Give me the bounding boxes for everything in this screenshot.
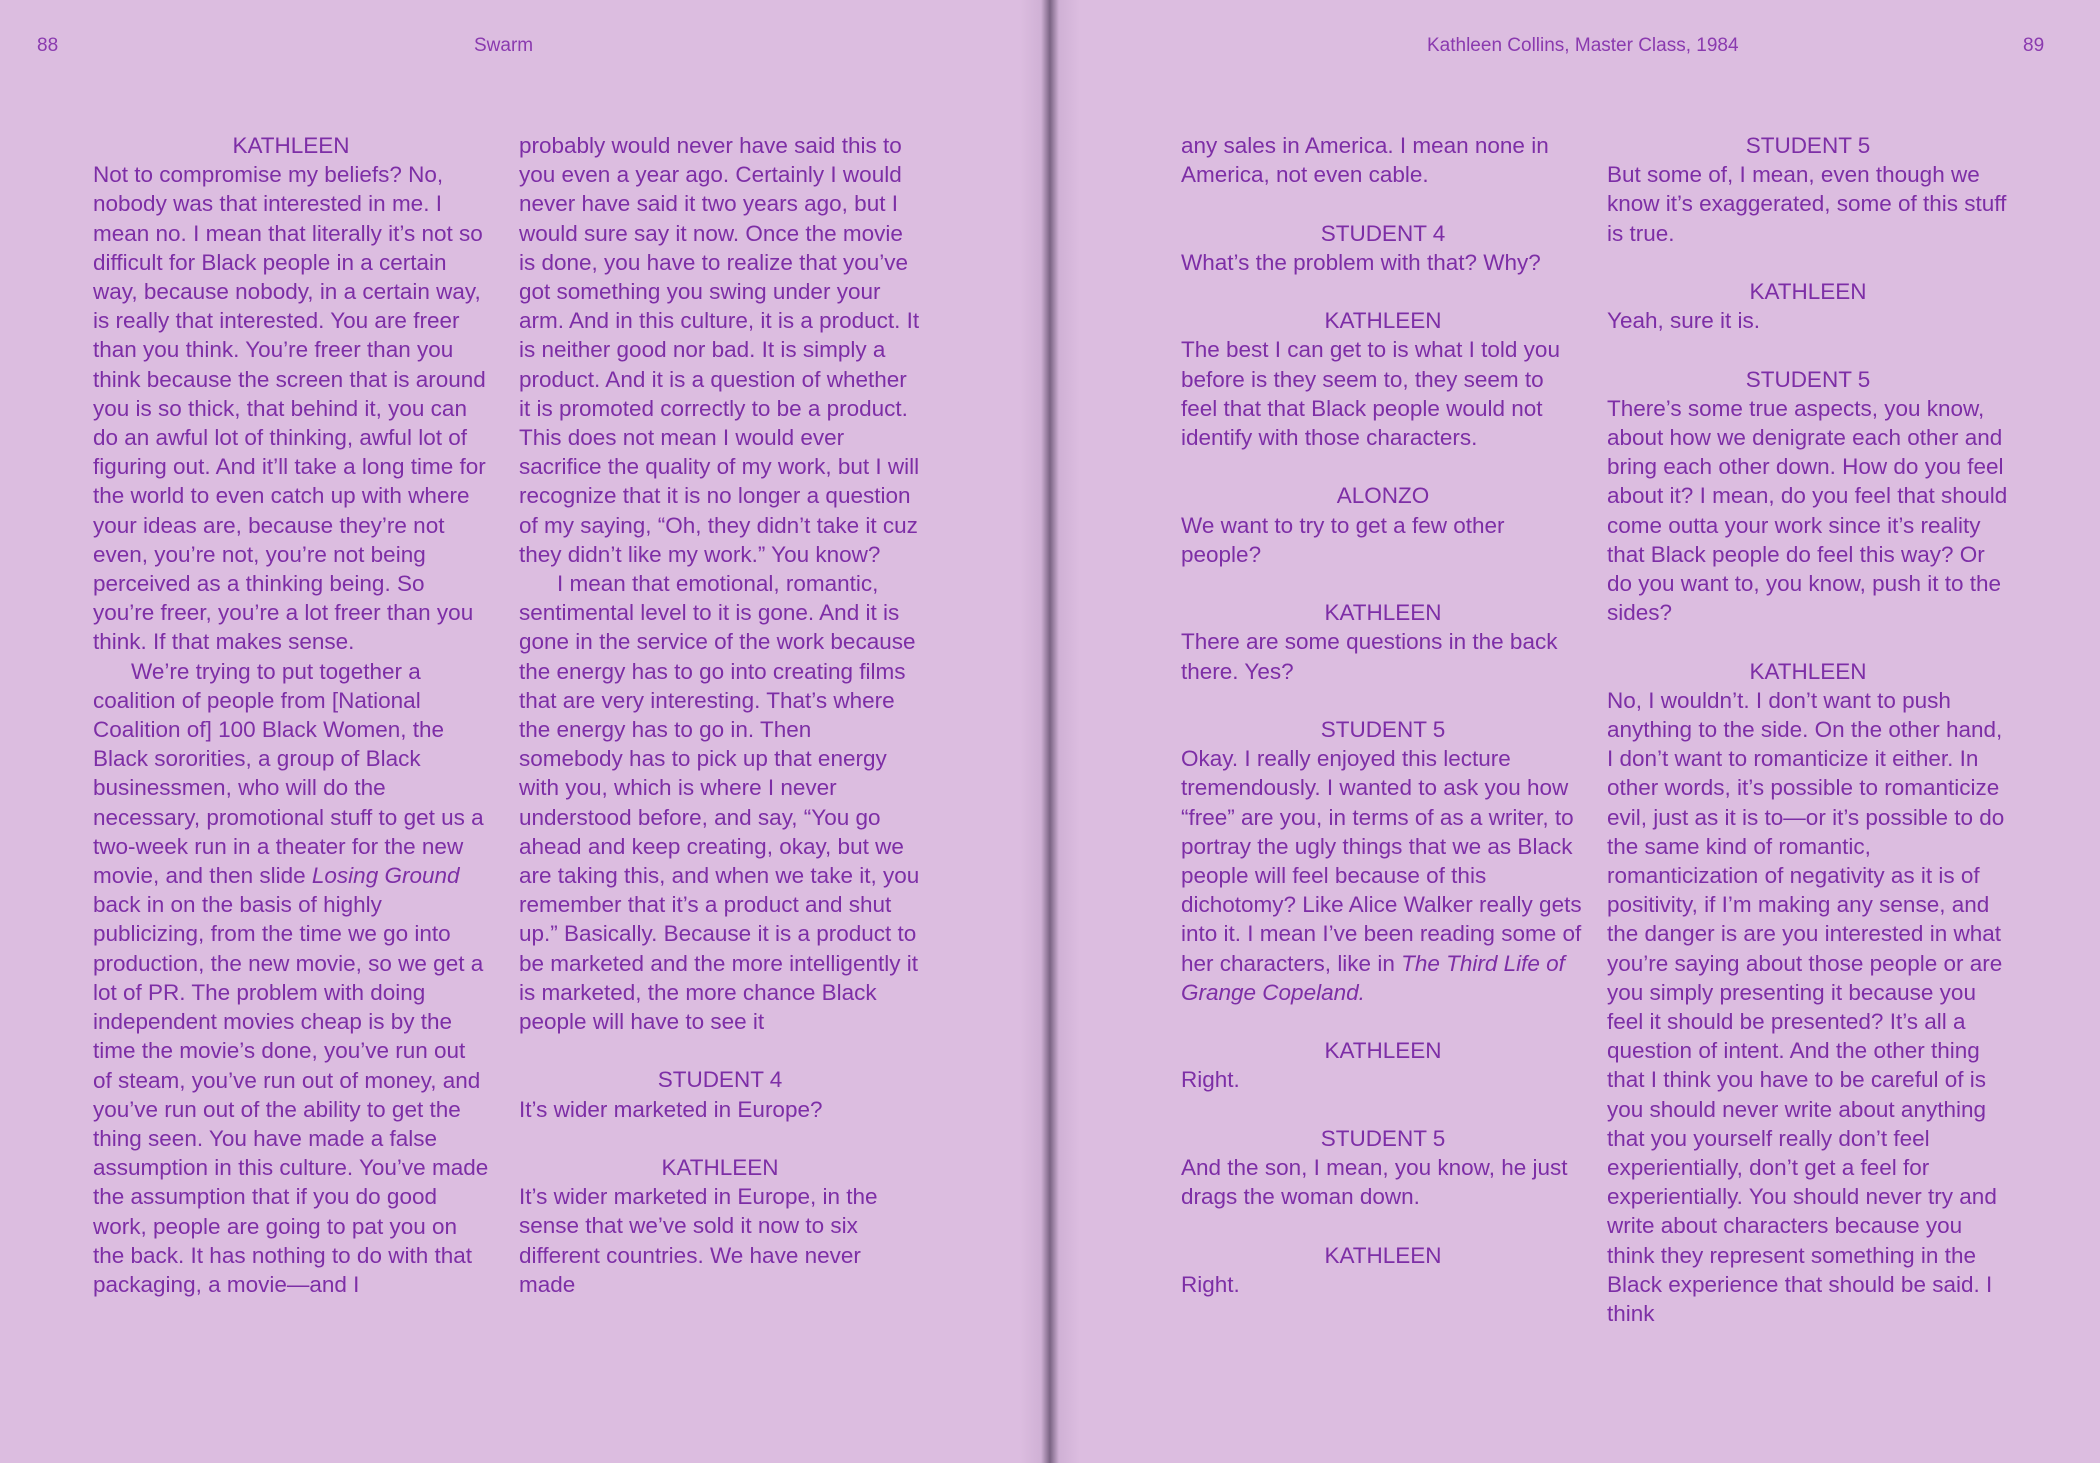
dialogue-line: What’s the problem with that? Why? — [1181, 249, 1541, 275]
speaker-label: KATHLEEN — [1324, 1242, 1442, 1268]
page-number-right: 89 — [2023, 35, 2045, 56]
dialogue-line: The best I can get to is what I told you before is they seem to, they seem to feel that that Black people would not identify with those characters. — [1181, 337, 1560, 450]
speaker-label: STUDENT 5 — [1320, 716, 1446, 742]
dialogue-line: There are some questions in the back there. Yes? — [1181, 629, 1558, 684]
speaker-label: STUDENT 4 — [1320, 220, 1446, 246]
paragraph: Not to compromise my beliefs? No, nobody was that interested in me. I mean no. I mean that literally it’s not so difficult for Black people in a certain way, because nobody, in a certain way, is really that interested. You are freer than you think. You’re freer than you think because the screen that is around you is so thick, that behind it, you can do an awful lot of thinking, awful lot of figuring out. And it’ll take a long time for the world to even catch up with where your ideas are, because they’re not even, you’re not, you’re not being perceived as a thinking being. So you’re freer, you’re a lot freer than you think. If that makes sense. — [93, 162, 486, 655]
paragraph: I mean that emotional, romantic, sentimental level to it is gone. And it is gone in the service of the work because the energy has to go into creating films that are very interesting. That’s where the energy has to go in. Then somebody has to pick up that energy with you, which is where I never understood before, and say, “You go ahead and keep creating, okay, but we are taking this, and when we take it, you remember that it’s a product and shut up.” Basically. Because it is a product to be marketed and the more intelligently it is marketed, the more chance Black people will have to see it — [519, 571, 920, 1035]
paragraph-text: back in on the basis of highly publicizing, from the time we go into production, the new movie, so we get a lot of PR. The problem with doing independent movies cheap is by the time the movie’s done, you’ve run out of steam, you’ve run out of money, and you’ve run out of the ability to get the thing seen. You have made a false assumption in this culture. You’ve made the assumption that if you do good work, people are going to pat you on the back. It has nothing to do with that packaging, a movie—and I — [93, 892, 489, 1297]
book-gutter-shadow — [1020, 0, 1080, 1463]
book-title: The Third Life of Grange Copeland. — [1181, 950, 1565, 1005]
dialogue-line: Right. — [1181, 1271, 1240, 1297]
dialogue-line: But some of, I mean, even though we know it’s exaggerated, some of this stuff is true. — [1607, 162, 2007, 246]
right-column-2 — [1607, 131, 2009, 1328]
dialogue-line: And the son, I mean, you know, he just drags the woman down. — [1181, 1155, 1568, 1210]
speaker-label: ALONZO — [1336, 483, 1430, 509]
right-column-1 — [1181, 131, 1585, 1299]
dialogue-line: any sales in America. I mean none in America, not even cable. — [1181, 133, 1549, 188]
speaker-label: KATHLEEN — [1324, 1038, 1442, 1064]
speaker-label: STUDENT 4 — [657, 1067, 783, 1093]
paragraph — [93, 657, 489, 1299]
dialogue-line: There’s some true aspects, you know, about how we denigrate each other and bring each other down. How do you feel about it? I mean, do you feel that should come outta your work since it’s reality that Black people do feel this way? Or do you want to, you know, push it to the sides? — [1607, 395, 2008, 626]
speaker-label: STUDENT 5 — [1745, 366, 1871, 392]
running-head-left: Swarm — [474, 35, 534, 56]
dialogue-line: We want to try to get a few other people? — [1181, 512, 1505, 567]
paragraph-text: We’re trying to put together a coalition of people from [National Coalition of] 100 Black Women, the Black sororities, a group of Black businessmen, who will do the necessary, promotional stuff to get us a two-week run in a theater for the new movie, and then slide — [93, 658, 484, 889]
speaker-label: KATHLEEN — [661, 1155, 779, 1181]
dialogue-line — [1181, 744, 1585, 1007]
right-page — [1050, 0, 2100, 1463]
speaker-label: KATHLEEN — [1324, 600, 1442, 626]
dialogue-line: It’s wider marketed in Europe? — [519, 1096, 823, 1122]
paragraph: probably would never have said this to you even a year ago. Certainly I would never have said it two years ago, but I would sure say it now. Once the movie is done, you have to realize that you’ve got something you swing under your arm. And in this culture, it is a product. It is neither good nor bad. It is simply a product. And it is a question of whether it is promoted correctly to be a product. This does not mean I would ever sacrifice the quality of my work, but I will recognize that it is no longer a question of my saying, “Oh, they didn’t take it cuz they didn’t like my work.” You know? — [519, 133, 920, 567]
page-number-left: 88 — [37, 35, 59, 56]
speaker-label: KATHLEEN — [1324, 308, 1442, 334]
dialogue-line: Right. — [1181, 1067, 1240, 1093]
left-column-1 — [93, 131, 489, 1299]
speaker-label: STUDENT 5 — [1745, 133, 1871, 158]
film-title: Losing Ground — [311, 863, 460, 889]
dialogue-line: It’s wider marketed in Europe, in the sense that we’ve sold it now to six different countries. We have never made — [519, 1184, 878, 1297]
dialogue-text: Okay. I really enjoyed this lecture tremendously. I wanted to ask you how “free” are you, in terms of as a writer, to portray the ugly things that we as Black people will feel because of this dichotomy? Like Alice Walker really gets into it. I mean I’ve been reading some of her characters, like in — [1181, 746, 1582, 976]
speaker-label: KATHLEEN — [1749, 658, 1867, 684]
speaker-label: KATHLEEN — [232, 133, 350, 158]
speaker-label: STUDENT 5 — [1320, 1125, 1446, 1151]
running-head-right: Kathleen Collins, Master Class, 1984 — [1427, 35, 1739, 56]
left-column-2 — [519, 131, 921, 1299]
dialogue-line: Yeah, sure it is. — [1607, 308, 1761, 334]
dialogue-line: No, I wouldn’t. I don’t want to push anything to the side. On the other hand, I don’t want to romanticize it either. In other words, it’s possible to romanticize evil, just as it is to—or it’s possible to do the same kind of romantic, romanticization of negativity as it is of positivity, if I’m making any sense, and the danger is are you interested in what you’re saying about those people or are you simply presenting it because you feel it should be presented? It’s all a question of intent. And the other thing that I think you have to be careful of is you should never write about anything that you yourself really don’t feel experientially, don’t get a feel for experientially. You should never try and write about characters because you think they represent something in the Black experience that should be said. I think — [1607, 687, 2005, 1327]
speaker-label: KATHLEEN — [1749, 279, 1867, 304]
